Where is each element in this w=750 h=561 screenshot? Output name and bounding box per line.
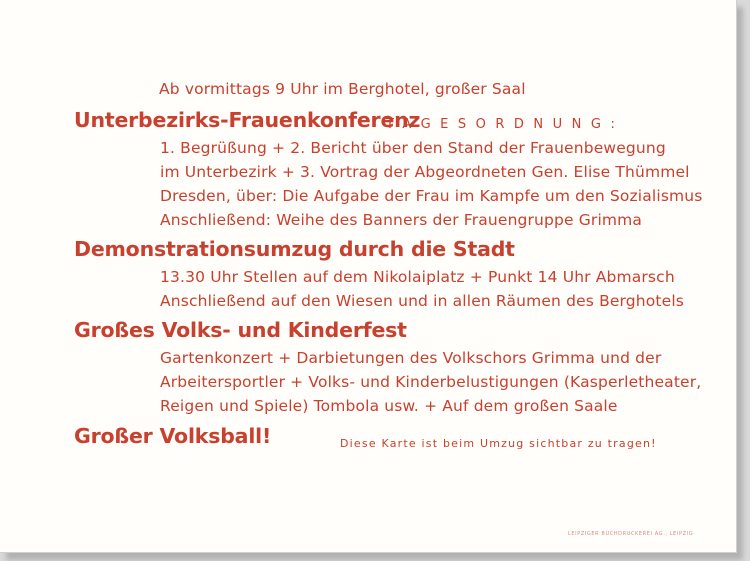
demo-line-2: Anschließend auf den Wiesen und in allen Räumen des Berghotels xyxy=(160,292,685,310)
carry-card-note: Diese Karte ist beim Umzug sichtbar zu tragen! xyxy=(340,437,657,450)
heading-demonstrationsumzug: Demonstrationsumzug durch die Stadt xyxy=(74,237,515,261)
intro-line: Ab vormittags 9 Uhr im Berghotel, großer Saal xyxy=(159,80,526,98)
fest-line-3: Reigen und Spiele) Tombola usw. + Auf dem großen Saale xyxy=(160,397,618,415)
printer-mark: LEIPZIGER BUCHDRUCKEREI AG., LEIPZIG xyxy=(568,531,694,537)
agenda-label: TAGESORDNUNG: xyxy=(386,117,625,132)
agenda-line-2: im Unterbezirk + 3. Vortrag der Abgeordneten Gen. Elise Thümmel xyxy=(160,163,690,181)
agenda-line-4: Anschließend: Weihe des Banners der Frauengruppe Grimma xyxy=(160,211,643,229)
agenda-line-1: 1. Begrüßung + 2. Bericht über den Stand der Frauenbewegung xyxy=(160,139,666,157)
fest-line-1: Gartenkonzert + Darbietungen des Volkschors Grimma und der xyxy=(160,349,662,367)
demo-line-1: 13.30 Uhr Stellen auf dem Nikolaiplatz + Punkt 14 Uhr Abmarsch xyxy=(160,268,675,286)
heading-volksball: Großer Volksball! xyxy=(74,424,272,448)
fest-line-2: Arbeitersportler + Volks- und Kinderbelustigungen (Kasperletheater, xyxy=(160,373,702,391)
agenda-line-3: Dresden, über: Die Aufgabe der Frau im Kampfe um den Sozialismus xyxy=(160,187,703,205)
heading-volksfest: Großes Volks- und Kinderfest xyxy=(74,318,407,342)
heading-frauenkonferenz: Unterbezirks-Frauenkonferenz xyxy=(74,108,421,132)
